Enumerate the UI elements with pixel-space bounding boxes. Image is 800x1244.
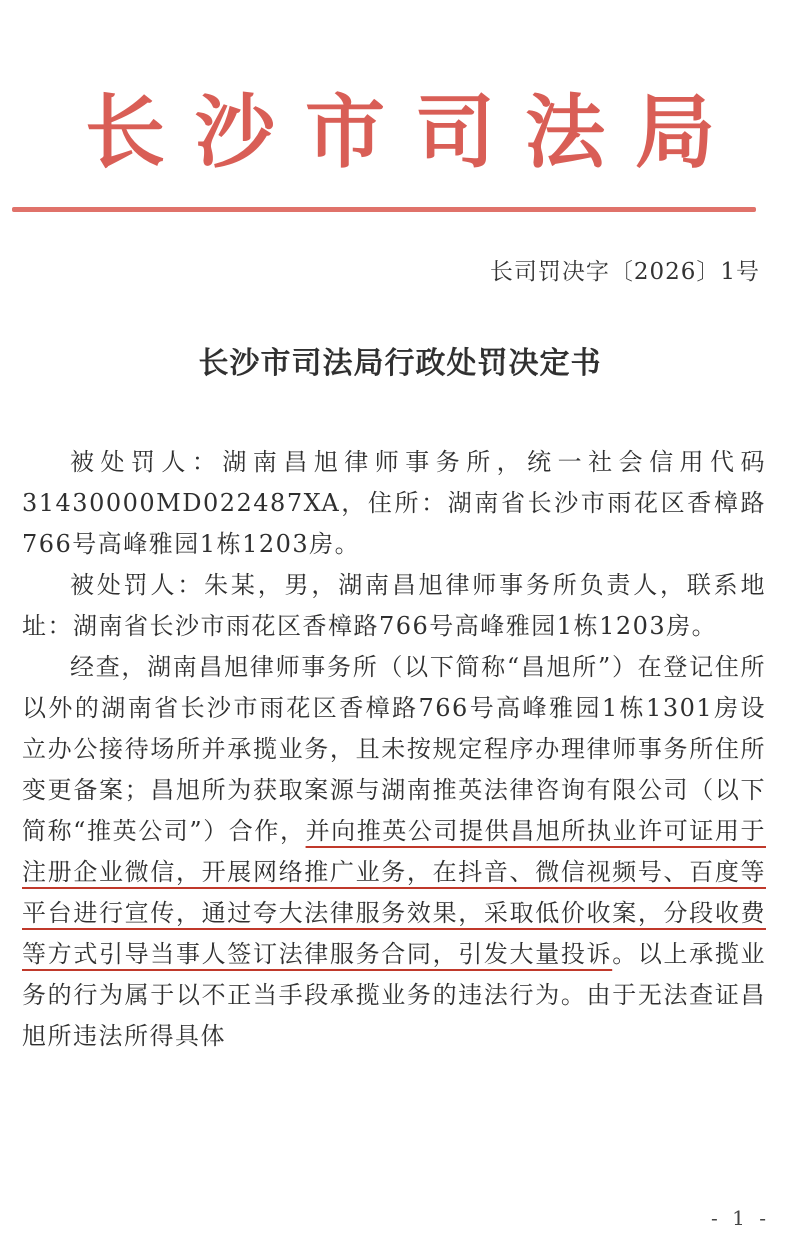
paragraph-findings	[22, 647, 766, 1057]
paragraph-respondent-firm: 被处罚人：湖南昌旭律师事务所，统一社会信用代码31430000MD022487XA，住所：湖南省长沙市雨花区香樟路766号高峰雅园1栋1203房。	[22, 448, 766, 558]
findings-underlined-text: 并向推英公司提供昌旭所执业许可证用于注册企业微信，开展网络推广业务，在抖音、微信视频号、百度等平台进行宣传，通过夸大法律服务效果，采取低价收案，分段收费等方式引导当事人签订法律服务合同，引发大量投诉	[22, 817, 766, 968]
document-title: 长沙市司法局行政处罚决定书	[198, 346, 602, 381]
findings-text-end: 。以上承揽业务的行为属于以不正当手段承揽业务的违法行为。由于无法查证昌旭所违法所得具体	[22, 940, 767, 1050]
document-body	[22, 442, 766, 1057]
red-header-rule	[12, 207, 756, 212]
paragraph-respondent-person: 被处罚人：朱某，男，湖南昌旭律师事务所负责人，联系地址：湖南省长沙市雨花区香樟路766号高峰雅园1栋1203房。	[22, 571, 766, 640]
page-number: - 1 -	[711, 1206, 770, 1230]
masthead-title: 长沙市司法局	[85, 85, 745, 179]
findings-text-start: 经查，湖南昌旭律师事务所（以下简称“昌旭所”）在登记住所以外的湖南省长沙市雨花区香樟路766号高峰雅园1栋1301房设立办公接待场所并承揽业务，且未按规定程序办理律师事务所住所变更备案；昌旭所为获取案源与湖南推英法律咨询有限公司（以下简称“推英公司”）合作，	[22, 653, 766, 845]
document-number: 长司罚决字〔2026〕1号	[489, 259, 760, 285]
